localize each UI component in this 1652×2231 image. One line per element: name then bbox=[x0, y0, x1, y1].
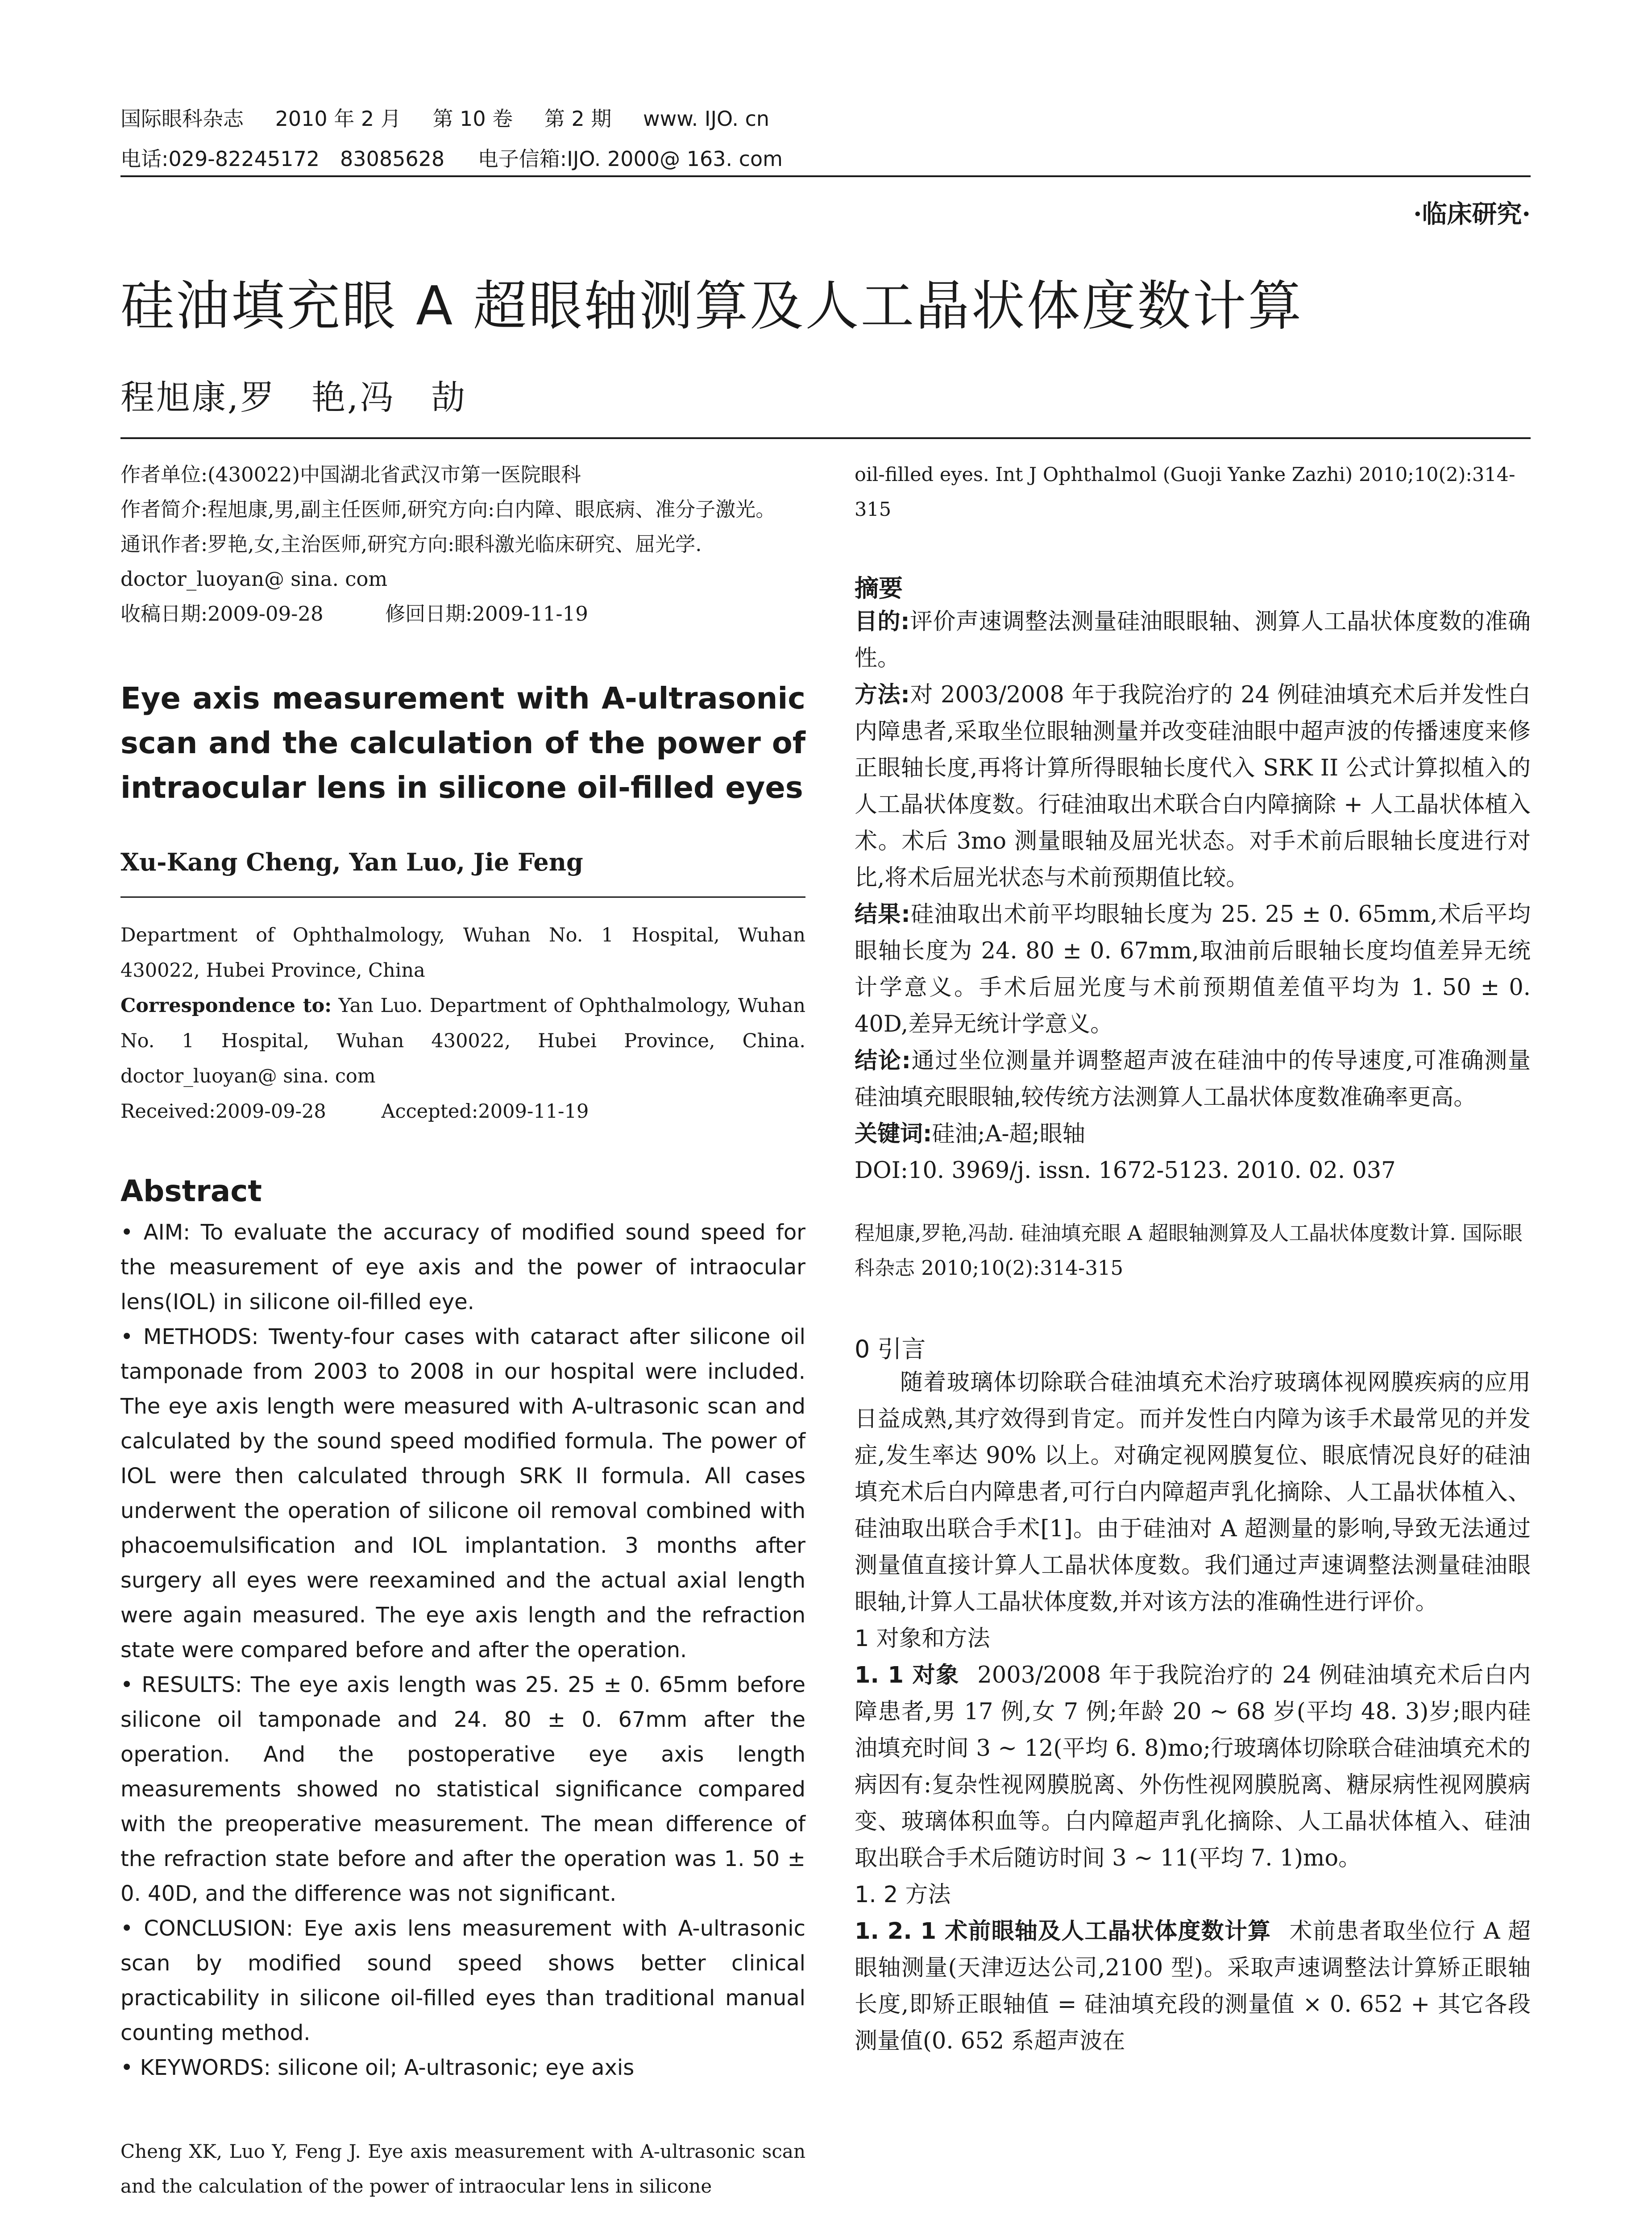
abstract-cn-objective bbox=[855, 604, 1531, 677]
abstract-conclusion: • CONCLUSION: Eye axis lens measurement with A-ultrasonic scan by modified sound speed shows better clinical practicability in silicone oil-filled eyes than traditional manual counting method. bbox=[120, 1916, 805, 2045]
abstract-cn-methods bbox=[855, 677, 1531, 896]
authors-rule bbox=[120, 896, 805, 898]
objective-text: 评价声速调整法测量硅油眼眼轴、测算人工晶状体度数的准确性。 bbox=[855, 609, 1531, 672]
abstract-results: • RESULTS: The eye axis length was 25. 25 ± 0. 65mm before silicone oil tamponade and 24. 80 ± 0. 67mm after the operation. And the postoperative eye axis length measurements showed no statistical significance compared with the preoperative measurement. The mean difference of the refraction state before and after the operation was 1. 50 ± 0. 40D, and the difference was not significant. bbox=[120, 1672, 805, 1906]
correspondence-en bbox=[120, 988, 805, 1094]
abstract-aim: • AIM: To evaluate the accuracy of modified sound speed for the measurement of eye axis and the power of intraocular lens(IOL) in silicone oil-filled eye. bbox=[120, 1220, 805, 1315]
email[interactable]: 电子信箱:IJO. 2000@ 163. com bbox=[477, 147, 783, 171]
correspondence-text: Yan Luo. Department of Ophthalmology, Wuhan No. 1 Hospital, Wuhan 430022, Hubei Province, China. doctor_luoyan@ sina. com bbox=[120, 995, 805, 1087]
volume: 第 10 卷 bbox=[432, 107, 513, 131]
article-title-en: Eye axis measurement with A-ultrasonic scan and the calculation of the power of intraocular lens in silicone oil-filled eyes bbox=[120, 681, 805, 805]
journal-name: 国际眼科杂志 bbox=[120, 107, 244, 131]
citation-cn: 程旭康,罗艳,冯劼. 硅油填充眼 A 超眼轴测算及人工晶状体度数计算. 国际眼科杂志 2010;10(2):314-315 bbox=[855, 1221, 1523, 1280]
authors-en: Xu-Kang Cheng, Yan Luo, Jie Feng bbox=[120, 848, 583, 876]
author-bio-cn: 作者简介:程旭康,男,副主任医师,研究方向:白内障、眼底病、准分子激光。 bbox=[120, 498, 776, 521]
conclusion-text: 通过坐位测量并调整超声波在硅油中的传导速度,可准确测量硅油填充眼眼轴,较传统方法测算人工晶状体度数准确率更高。 bbox=[855, 1048, 1531, 1111]
citation-en-part1: Cheng XK, Luo Y, Feng J. Eye axis measurement with A-ultrasonic scan and the calculation of the power of intraocular lens in silicone bbox=[120, 2140, 805, 2197]
author-info-cn bbox=[120, 457, 805, 631]
abstract-methods: • METHODS: Twenty-four cases with cataract after silicone oil tamponade from 2003 to 2008 in our hospital were included. The eye axis length were measured with A-ultrasonic scan and calculated by the sound speed modified formula. The power of IOL were then calculated through SRK II formula. All cases underwent the operation of silicone oil removal combined with phacoemulsification and IOL implantation. 3 months after surgery all eyes were reexamined and the actual axial length were again measured. The eye axis length and the refraction state were compared before and after the operation. bbox=[120, 1324, 805, 1663]
objective-label: 目的: bbox=[855, 609, 910, 635]
method-label: 1. 2. 1 术前眼轴及人工晶状体度数计算 bbox=[855, 1918, 1271, 1945]
revised-date-cn: 修回日期:2009-11-19 bbox=[385, 602, 588, 626]
abstract-cn-conclusion bbox=[855, 1043, 1531, 1116]
journal-header-line bbox=[120, 103, 794, 132]
abstract-heading: Abstract bbox=[120, 1174, 262, 1208]
issue-date: 2010 年 2 月 bbox=[275, 107, 401, 131]
right-column bbox=[855, 457, 1531, 2060]
dates-en bbox=[120, 1094, 805, 1129]
abstract-keywords: • KEYWORDS: silicone oil; A-ultrasonic; eye axis bbox=[120, 2055, 635, 2080]
contact-line bbox=[120, 143, 809, 172]
intro-body bbox=[855, 1364, 1531, 1621]
header-rule bbox=[120, 175, 1531, 177]
dates-cn bbox=[120, 597, 805, 631]
affiliation-en: Department of Ophthalmology, Wuhan No. 1 Hospital, Wuhan 430022, Hubei Province, China bbox=[120, 924, 805, 982]
corresponding-author-cn: 通讯作者:罗艳,女,主治医师,研究方向:眼科激光临床研究、屈光学. doctor_luoyan@ sina. com bbox=[120, 532, 702, 591]
intro-paragraph: 随着玻璃体切除联合硅油填充术治疗玻璃体视网膜疾病的应用日益成熟,其疗效得到肯定。而并发性白内障为该手术最常见的并发症,发生率达 90% 以上。对确定视网膜复位、眼底情况良好的硅油填充术后白内障患者,可行白内障超声乳化摘除、人工晶状体植入、硅油取出联合手术[1]。由于硅油对 A 超测量的影响,导致无法通过测量值直接计算人工晶状体度数。我们通过声速调整法测量硅油眼眼轴,计算人工晶状体度数,并对该方法的准确性进行评价。 bbox=[855, 1369, 1531, 1615]
method-paragraph bbox=[855, 1913, 1531, 2060]
abstract-cn-results bbox=[855, 896, 1531, 1043]
subjects-label: 1. 1 对象 bbox=[855, 1662, 960, 1688]
phone: 电话:029-82245172 83085628 bbox=[120, 147, 445, 171]
keywords-text: 硅油;A-超;眼轴 bbox=[932, 1121, 1085, 1147]
article-title-cn: 硅油填充眼 A 超眼轴测算及人工晶状体度数计算 bbox=[120, 275, 1303, 337]
subjects-text: 2003/2008 年于我院治疗的 24 例硅油填充术后白内障患者,男 17 例,女 7 例;年龄 20 ~ 68 岁(平均 48. 3)岁;眼内硅油填充时间 3 ~ 12(平均 6. 8)mo;行玻璃体切除联合硅油填充术的病因有:复杂性视网膜脱离、外伤性视网膜脱离、糖尿病性视网膜病变、玻璃体积血等。白内障超声乳化摘除、人工晶状体植入、硅油取出联合手术后随访时间 3 ~ 11(平均 7. 1)mo。 bbox=[855, 1662, 1531, 1871]
affiliation-block-en bbox=[120, 918, 805, 1129]
abstract-body bbox=[120, 1215, 805, 2085]
received-date-en: Received:2009-09-28 bbox=[120, 1100, 326, 1123]
methods-text: 对 2003/2008 年于我院治疗的 24 例硅油填充术后并发性白内障患者,采取坐位眼轴测量并改变硅油眼中超声波的传播速度来修正眼轴长度,再将计算所得眼轴长度代入 SRK II 公式计算拟植入的人工晶状体度数。行硅油取出术联合白内障摘除 + 人工晶状体植入术。术后 3mo 测量眼轴及屈光状态。对手术前后眼轴长度进行对比,将术后屈光状态与术前预期值比较。 bbox=[855, 682, 1531, 891]
subjects-paragraph bbox=[855, 1657, 1531, 1877]
method-text: 术前患者取坐位行 A 超眼轴测量(天津迈达公司,2100 型)。采取声速调整法计算矫正眼轴长度,即矫正眼轴值 = 硅油填充段的测量值 × 0. 652 + 其它各段测量值(0. 652 系超声波在 bbox=[855, 1918, 1531, 2054]
affiliation-cn: 作者单位:(430022)中国湖北省武汉市第一医院眼科 bbox=[120, 463, 581, 486]
abstract-cn-heading: 摘要 bbox=[855, 574, 903, 602]
received-date-cn: 收稿日期:2009-09-28 bbox=[120, 602, 324, 626]
conclusion-label: 结论: bbox=[855, 1048, 911, 1074]
title-rule bbox=[120, 437, 1531, 439]
abstract-cn-body bbox=[855, 604, 1531, 1189]
method-subheading: 1. 2 方法 bbox=[855, 1882, 951, 1908]
abstract-cn-keywords bbox=[855, 1116, 1531, 1153]
authors-cn: 程旭康,罗 艳,冯 劼 bbox=[120, 377, 467, 417]
left-column bbox=[120, 457, 805, 2204]
journal-website[interactable]: www. IJO. cn bbox=[643, 107, 770, 131]
correspondence-label: Correspondence to: bbox=[120, 995, 332, 1017]
accepted-date-en: Accepted:2009-11-19 bbox=[381, 1100, 589, 1123]
results-text: 硅油取出术前平均眼轴长度为 25. 25 ± 0. 65mm,术后平均眼轴长度为 24. 80 ± 0. 67mm,取油前后眼轴长度均值差异无统计学意义。手术后屈光度与术前预期值差值平均为 1. 50 ± 0. 40D,差异无统计学意义。 bbox=[855, 901, 1531, 1037]
keywords-label: 关键词: bbox=[855, 1121, 932, 1147]
methods-label: 方法: bbox=[855, 682, 910, 708]
methods-body bbox=[855, 1657, 1531, 2060]
results-label: 结果: bbox=[855, 901, 910, 928]
doi[interactable]: DOI:10. 3969/j. issn. 1672-5123. 2010. 02. 037 bbox=[855, 1157, 1396, 1184]
section-label: ·临床研究· bbox=[1413, 199, 1531, 229]
intro-heading: 0 引言 bbox=[855, 1335, 926, 1363]
issue: 第 2 期 bbox=[544, 107, 612, 131]
citation-en-part2: oil-filled eyes. Int J Ophthalmol (Guoji Yanke Zazhi) 2010;10(2):314-315 bbox=[855, 464, 1515, 521]
methods-heading: 1 对象和方法 bbox=[855, 1626, 990, 1652]
